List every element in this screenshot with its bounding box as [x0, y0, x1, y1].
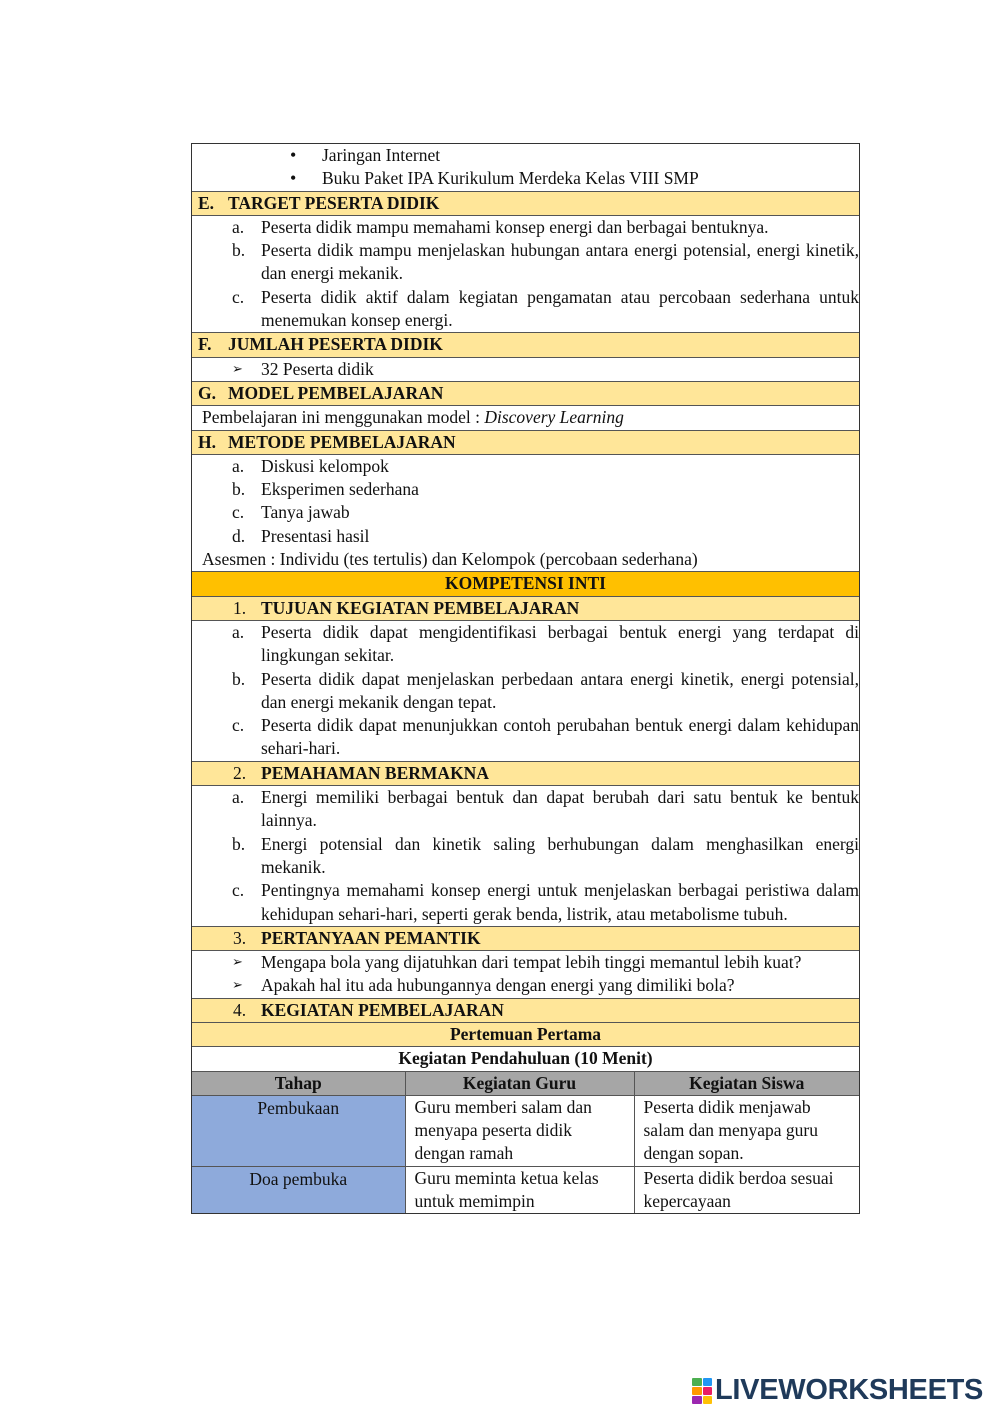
subsection-title: PERTANYAAN PEMANTIK — [261, 927, 481, 948]
list-marker: c. — [232, 286, 245, 307]
list-item — [232, 216, 859, 239]
brand-name: LIVEWORKSHEETS — [715, 1374, 984, 1406]
list-marker: b. — [232, 479, 246, 500]
list-marker: a. — [232, 621, 245, 642]
list-item — [232, 668, 859, 715]
column-header: Kegiatan Guru — [405, 1072, 634, 1096]
section-letter: G. — [198, 382, 216, 403]
assessment-text: Asesmen : Individu (tes tertulis) dan Kelompok (percobaan sederhana) — [202, 549, 698, 570]
list-text: Peserta didik mampu memahami konsep energi dan berbagai bentuknya. — [261, 216, 769, 237]
list-item — [232, 786, 859, 833]
list-text: Eksperimen sederhana — [261, 479, 419, 500]
guru-cell: Guru memberi salam dan menyapa peserta didik dengan ramah — [405, 1095, 634, 1166]
list-marker: a. — [232, 455, 245, 476]
list-text: Peserta didik dapat menunjukkan contoh perubahan bentuk energi dalam kehidupan sehari-hari. — [261, 715, 859, 759]
activity-table-wrap — [192, 1072, 859, 1214]
table-header-row — [192, 1072, 859, 1096]
jumlah-list — [192, 358, 859, 382]
guru-cell: Guru meminta ketua kelas untuk memimpin — [405, 1166, 634, 1213]
list-item — [232, 714, 859, 761]
list-marker: b. — [232, 833, 246, 854]
list-item — [232, 455, 859, 478]
list-item — [232, 358, 859, 381]
arrow-icon: ➢ — [232, 361, 243, 377]
table-row — [192, 1166, 859, 1213]
list-marker: a. — [232, 787, 245, 808]
model-name: Discovery Learning — [484, 407, 624, 428]
column-header: Tahap — [192, 1072, 405, 1096]
stage-cell: Pembukaan — [192, 1095, 405, 1166]
section-letter: E. — [198, 192, 215, 213]
stage-cell: Doa pembuka — [192, 1166, 405, 1213]
subsection-number: 1. — [233, 597, 247, 618]
list-item — [232, 478, 859, 501]
section-title: TARGET PESERTA DIDIK — [228, 192, 440, 213]
tujuan-list — [192, 621, 859, 762]
list-text: Mengapa bola yang dijatuhkan dari tempat lebih tinggi memantul lebih kuat? — [261, 952, 802, 973]
list-item — [232, 879, 859, 926]
list-text: Pentingnya memahami konsep energi untuk menjelaskan berbagai peristiwa dalam kehidupan sehari-hari, seperti gerak benda, listrik, atau metabolisme tubuh. — [261, 880, 859, 924]
resource-item: • Buku Paket IPA Kurikulum Merdeka Kelas VIII SMP — [290, 167, 859, 190]
list-item — [232, 951, 859, 974]
section-header-target — [192, 192, 859, 216]
activity-table — [192, 1072, 859, 1214]
list-item — [232, 286, 859, 333]
list-marker: b. — [232, 240, 246, 261]
section-letter: H. — [198, 431, 216, 452]
section-title: METODE PEMBELAJARAN — [228, 431, 456, 452]
phase-title: Kegiatan Pendahuluan (10 Menit) — [192, 1047, 859, 1071]
subsection-header-kegiatan — [192, 999, 859, 1023]
subsection-number: 3. — [233, 927, 247, 948]
kompetensi-title: KOMPETENSI INTI — [192, 572, 859, 596]
list-text: Apakah hal itu ada hubungannya dengan energi yang dimiliki bola? — [261, 975, 735, 996]
list-item — [232, 621, 859, 668]
resources-list — [192, 144, 859, 192]
arrow-icon: ➢ — [232, 978, 243, 994]
subsection-number: 4. — [233, 999, 247, 1020]
table-row — [192, 1095, 859, 1166]
list-text: Peserta didik dapat mengidentifikasi berbagai bentuk energi yang terdapat di lingkungan sekitar. — [261, 621, 859, 666]
lesson-plan-document — [191, 143, 860, 1214]
subsection-header-tujuan — [192, 597, 859, 621]
list-marker: c. — [232, 880, 245, 901]
meeting-title: Pertemuan Pertama — [192, 1023, 859, 1047]
list-text: Energi potensial dan kinetik saling berhubungan dalam menghasilkan energi mekanik. — [261, 833, 859, 877]
target-list — [192, 216, 859, 333]
list-item — [232, 525, 859, 548]
list-text: Tanya jawab — [261, 502, 350, 523]
liveworksheets-logo[interactable] — [692, 1374, 983, 1407]
pemahaman-list — [192, 786, 859, 927]
list-text: Presentasi hasil — [261, 525, 370, 546]
siswa-cell: Peserta didik menjawab salam dan menyapa guru dengan sopan. — [634, 1095, 859, 1166]
list-marker: c. — [232, 715, 245, 736]
list-item — [232, 974, 859, 997]
list-item — [232, 833, 859, 880]
section-header-jumlah — [192, 333, 859, 357]
list-item — [232, 501, 859, 524]
model-intro: Pembelajaran ini menggunakan model : — [202, 407, 485, 428]
list-marker: b. — [232, 668, 246, 689]
list-marker: a. — [232, 216, 245, 237]
logo-grid-icon — [692, 1378, 712, 1404]
list-marker: c. — [232, 502, 245, 523]
section-header-metode — [192, 431, 859, 455]
section-header-model — [192, 382, 859, 406]
list-marker: d. — [232, 525, 246, 546]
arrow-icon: ➢ — [232, 955, 243, 971]
pertanyaan-list — [192, 951, 859, 999]
list-text: Peserta didik dapat menjelaskan perbedaan antara energi kinetik, energi potensial, dan energi mekanik dengan tepat. — [261, 668, 859, 712]
subsection-number: 2. — [233, 762, 247, 783]
section-title: MODEL PEMBELAJARAN — [228, 382, 444, 403]
siswa-cell: Peserta didik berdoa sesuai kepercayaan — [634, 1166, 859, 1213]
subsection-header-pemahaman — [192, 762, 859, 786]
model-text — [192, 406, 859, 430]
list-text: Diskusi kelompok — [261, 455, 389, 476]
subsection-title: TUJUAN KEGIATAN PEMBELAJARAN — [261, 597, 580, 618]
metode-list — [192, 455, 859, 572]
list-text: Peserta didik mampu menjelaskan hubungan antara energi potensial, energi kinetik, dan energi mekanik. — [261, 240, 859, 284]
list-text: Energi memiliki berbagai bentuk dan dapat berubah dari satu bentuk ke bentuk lainnya. — [261, 787, 859, 831]
column-header: Kegiatan Siswa — [634, 1072, 859, 1096]
list-text: Peserta didik aktif dalam kegiatan pengamatan atau percobaan sederhana untuk menemukan konsep energi. — [261, 286, 859, 331]
section-title: JUMLAH PESERTA DIDIK — [228, 334, 443, 355]
resource-item: • Jaringan Internet — [290, 144, 859, 167]
subsection-header-pertanyaan — [192, 927, 859, 951]
subsection-title: PEMAHAMAN BERMAKNA — [261, 762, 489, 783]
subsection-title: KEGIATAN PEMBELAJARAN — [261, 999, 504, 1020]
list-text: 32 Peserta didik — [261, 358, 374, 379]
list-item — [232, 239, 859, 286]
section-letter: F. — [198, 334, 212, 355]
